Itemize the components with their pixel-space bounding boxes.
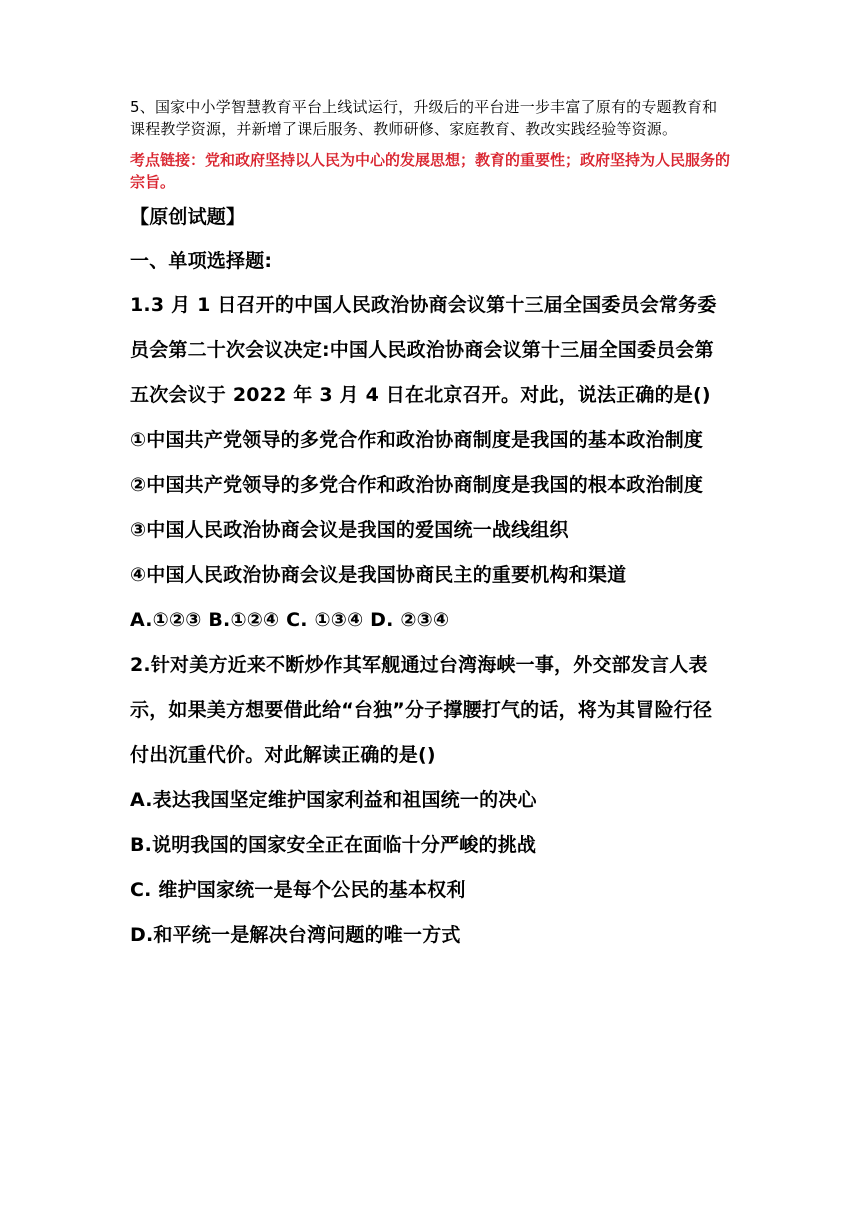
question-stem: 1.3 月 1 日召开的中国人民政治协商会议第十三届全国委员会常务委员会第二十次会议决定:中国人民政治协商会议第十三届全国委员会第五次会议于 2022 年 3 月 4 日在北京召开。对此，说法正确的是() — [130, 294, 717, 406]
document-page — [130, 96, 730, 958]
statement-item: ③中国人民政治协商会议是我国的爱国统一战线组织 — [130, 519, 569, 541]
section-title: 【原创试题】 — [130, 206, 246, 228]
question-2 — [130, 643, 730, 958]
intro-paragraph: 5、国家中小学智慧教育平台上线试运行，升级后的平台进一步丰富了原有的专题教育和课程教学资源，并新增了课后服务、教师研修、家庭教育、教改实践经验等资源。 — [130, 98, 718, 138]
question-1 — [130, 283, 730, 643]
answer-options: A.①②③ B.①②④ C. ①③④ D. ②③④ — [130, 609, 450, 631]
answer-option: D.和平统一是解决台湾问题的唯一方式 — [130, 924, 461, 946]
statement-item: ②中国共产党领导的多党合作和政治协商制度是我国的根本政治制度 — [130, 474, 704, 496]
answer-option: B.说明我国的国家安全正在面临十分严峻的挑战 — [130, 834, 537, 856]
answer-option: C. 维护国家统一是每个公民的基本权利 — [130, 879, 466, 901]
exam-point-link: 考点链接：党和政府坚持以人民为中心的发展思想；教育的重要性；政府坚持为人民服务的宗旨。 — [130, 151, 731, 191]
part-title: 一、单项选择题: — [130, 250, 273, 272]
statement-item: ④中国人民政治协商会议是我国协商民主的重要机构和渠道 — [130, 564, 627, 586]
question-stem: 2.针对美方近来不断炒作其军舰通过台湾海峡一事，外交部发言人表示，如果美方想要借此给“台独”分子撑腰打气的话，将为其冒险行径付出沉重代价。对此解读正确的是() — [130, 654, 713, 766]
statement-item: ①中国共产党领导的多党合作和政治协商制度是我国的基本政治制度 — [130, 429, 704, 451]
answer-option: A.表达我国坚定维护国家利益和祖国统一的决心 — [130, 789, 537, 811]
